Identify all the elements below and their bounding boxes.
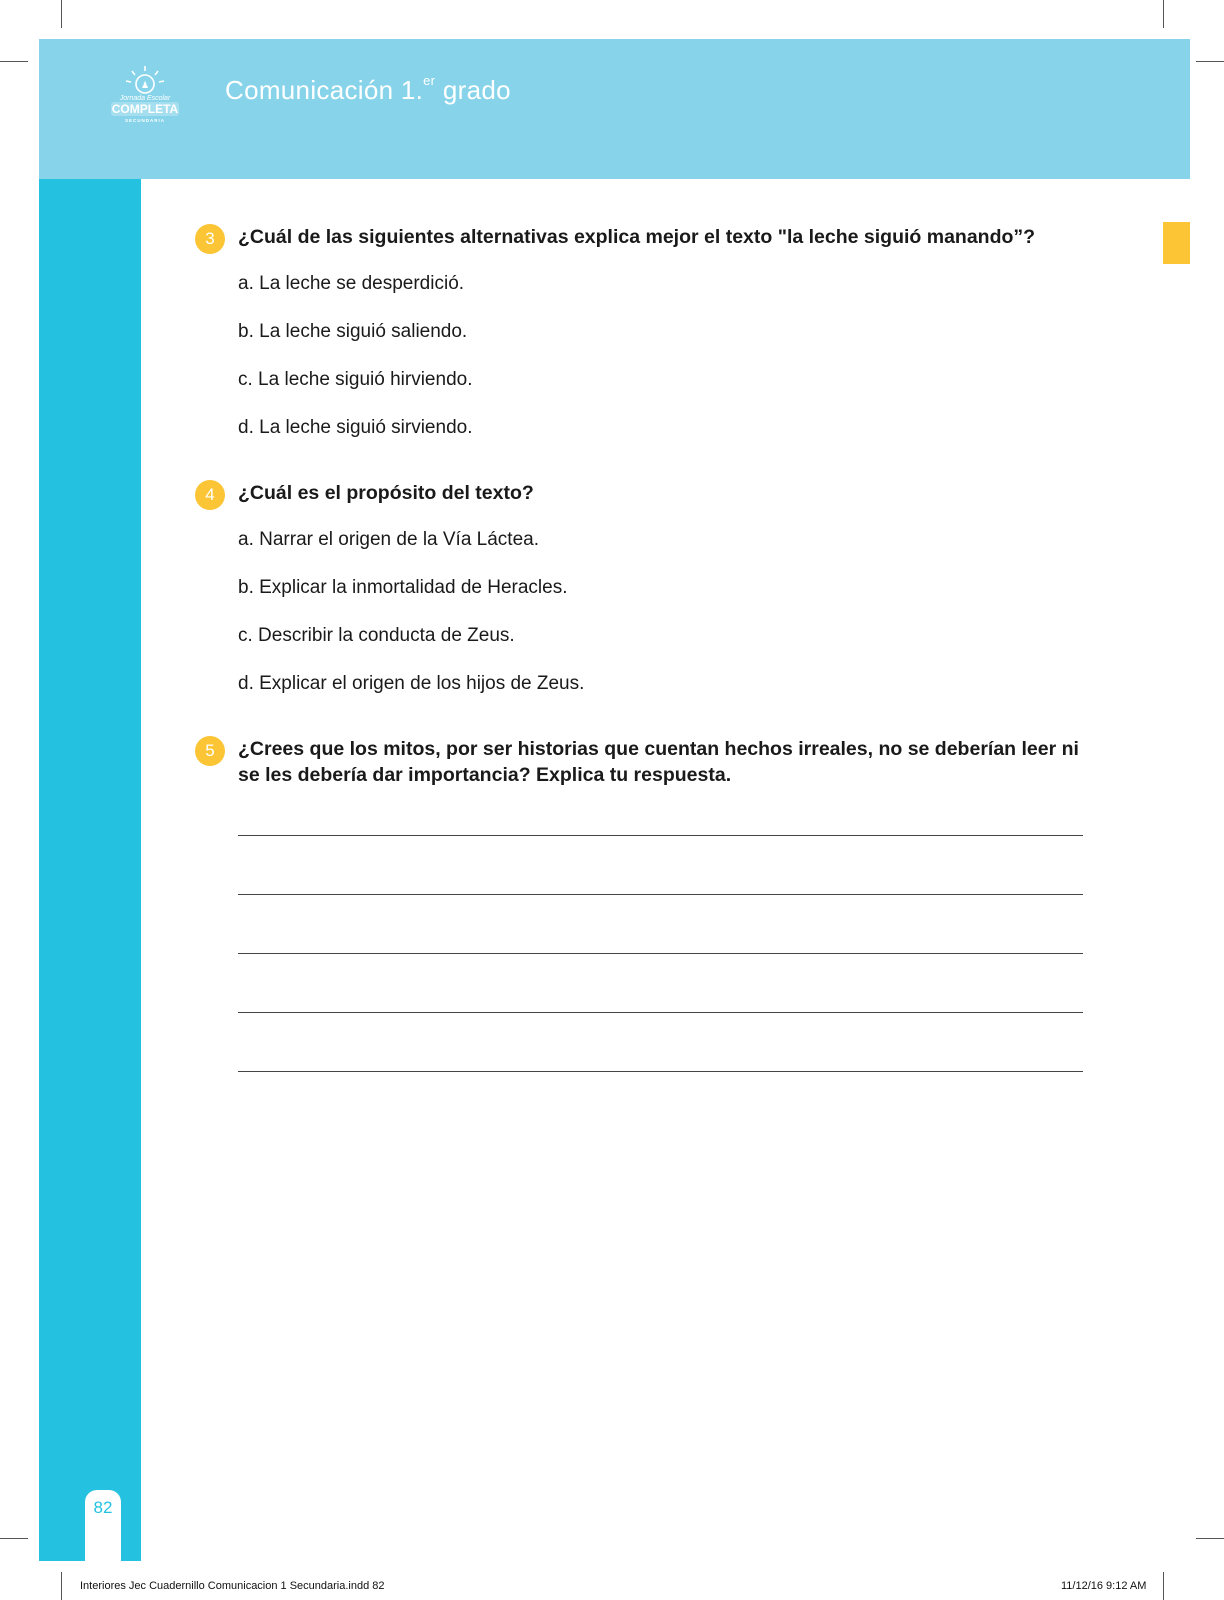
answer-option[interactable]: c. Describir la conducta de Zeus. (238, 625, 515, 646)
question-text: ¿Cuál de las siguientes alternativas explica mejor el texto "la leche siguió manando”? (238, 226, 1036, 248)
footer-file-info: Interiores Jec Cuadernillo Comunicacion 1 Secundaria.indd 82 (80, 1580, 385, 1592)
crop-mark (1196, 1538, 1224, 1539)
answer-option[interactable]: b. Explicar la inmortalidad de Heracles. (238, 577, 568, 598)
answer-writing-line[interactable] (238, 835, 1083, 836)
title-main: Comunicación 1. (225, 75, 424, 105)
answer-option[interactable]: d. La leche siguió sirviendo. (238, 417, 473, 438)
question-number-badge: 4 (195, 480, 225, 510)
section-tab-marker (1163, 222, 1190, 264)
question-text: ¿Crees que los mitos, por ser historias que cuentan hechos irreales, no se deberían leer ni se les debería dar importancia? Explica tu respuesta. (238, 738, 1079, 786)
answer-writing-line[interactable] (238, 894, 1083, 895)
question-text: ¿Cuál es el propósito del texto? (238, 482, 534, 504)
answer-writing-line[interactable] (238, 1071, 1083, 1072)
answer-option[interactable]: c. La leche siguió hirviendo. (238, 369, 473, 390)
left-sidebar (39, 179, 141, 1561)
answer-writing-line[interactable] (238, 1012, 1083, 1013)
jornada-escolar-completa-logo (105, 62, 185, 126)
answer-option[interactable]: a. Narrar el origen de la Vía Láctea. (238, 529, 540, 550)
page-title (225, 75, 511, 106)
logo-line2: COMPLETA (111, 102, 179, 116)
footer-timestamp: 11/12/16 9:12 AM (1061, 1580, 1147, 1592)
logo-line1: Jornada Escolar (119, 95, 171, 102)
answer-option[interactable]: d. Explicar el origen de los hijos de Zeus. (238, 673, 585, 694)
crop-mark (1163, 0, 1164, 28)
question-number-badge: 5 (195, 736, 225, 766)
header-band (39, 39, 1190, 179)
crop-mark (1196, 61, 1224, 62)
question-number-badge: 3 (195, 224, 225, 254)
crop-mark (1163, 1572, 1164, 1600)
page-number: 82 (93, 1498, 113, 1517)
crop-mark (0, 1538, 28, 1539)
logo-line3: SECUNDARIA (124, 118, 166, 123)
crop-mark (0, 61, 28, 62)
svg-text:♟: ♟ (140, 80, 150, 90)
crop-mark (61, 1572, 62, 1600)
title-superscript: er (423, 73, 436, 88)
answer-option[interactable]: a. La leche se desperdició. (238, 273, 465, 294)
title-grade: grado (435, 75, 511, 105)
answer-option[interactable]: b. La leche siguió saliendo. (238, 321, 468, 342)
crop-mark (61, 0, 62, 28)
answer-writing-line[interactable] (238, 953, 1083, 954)
